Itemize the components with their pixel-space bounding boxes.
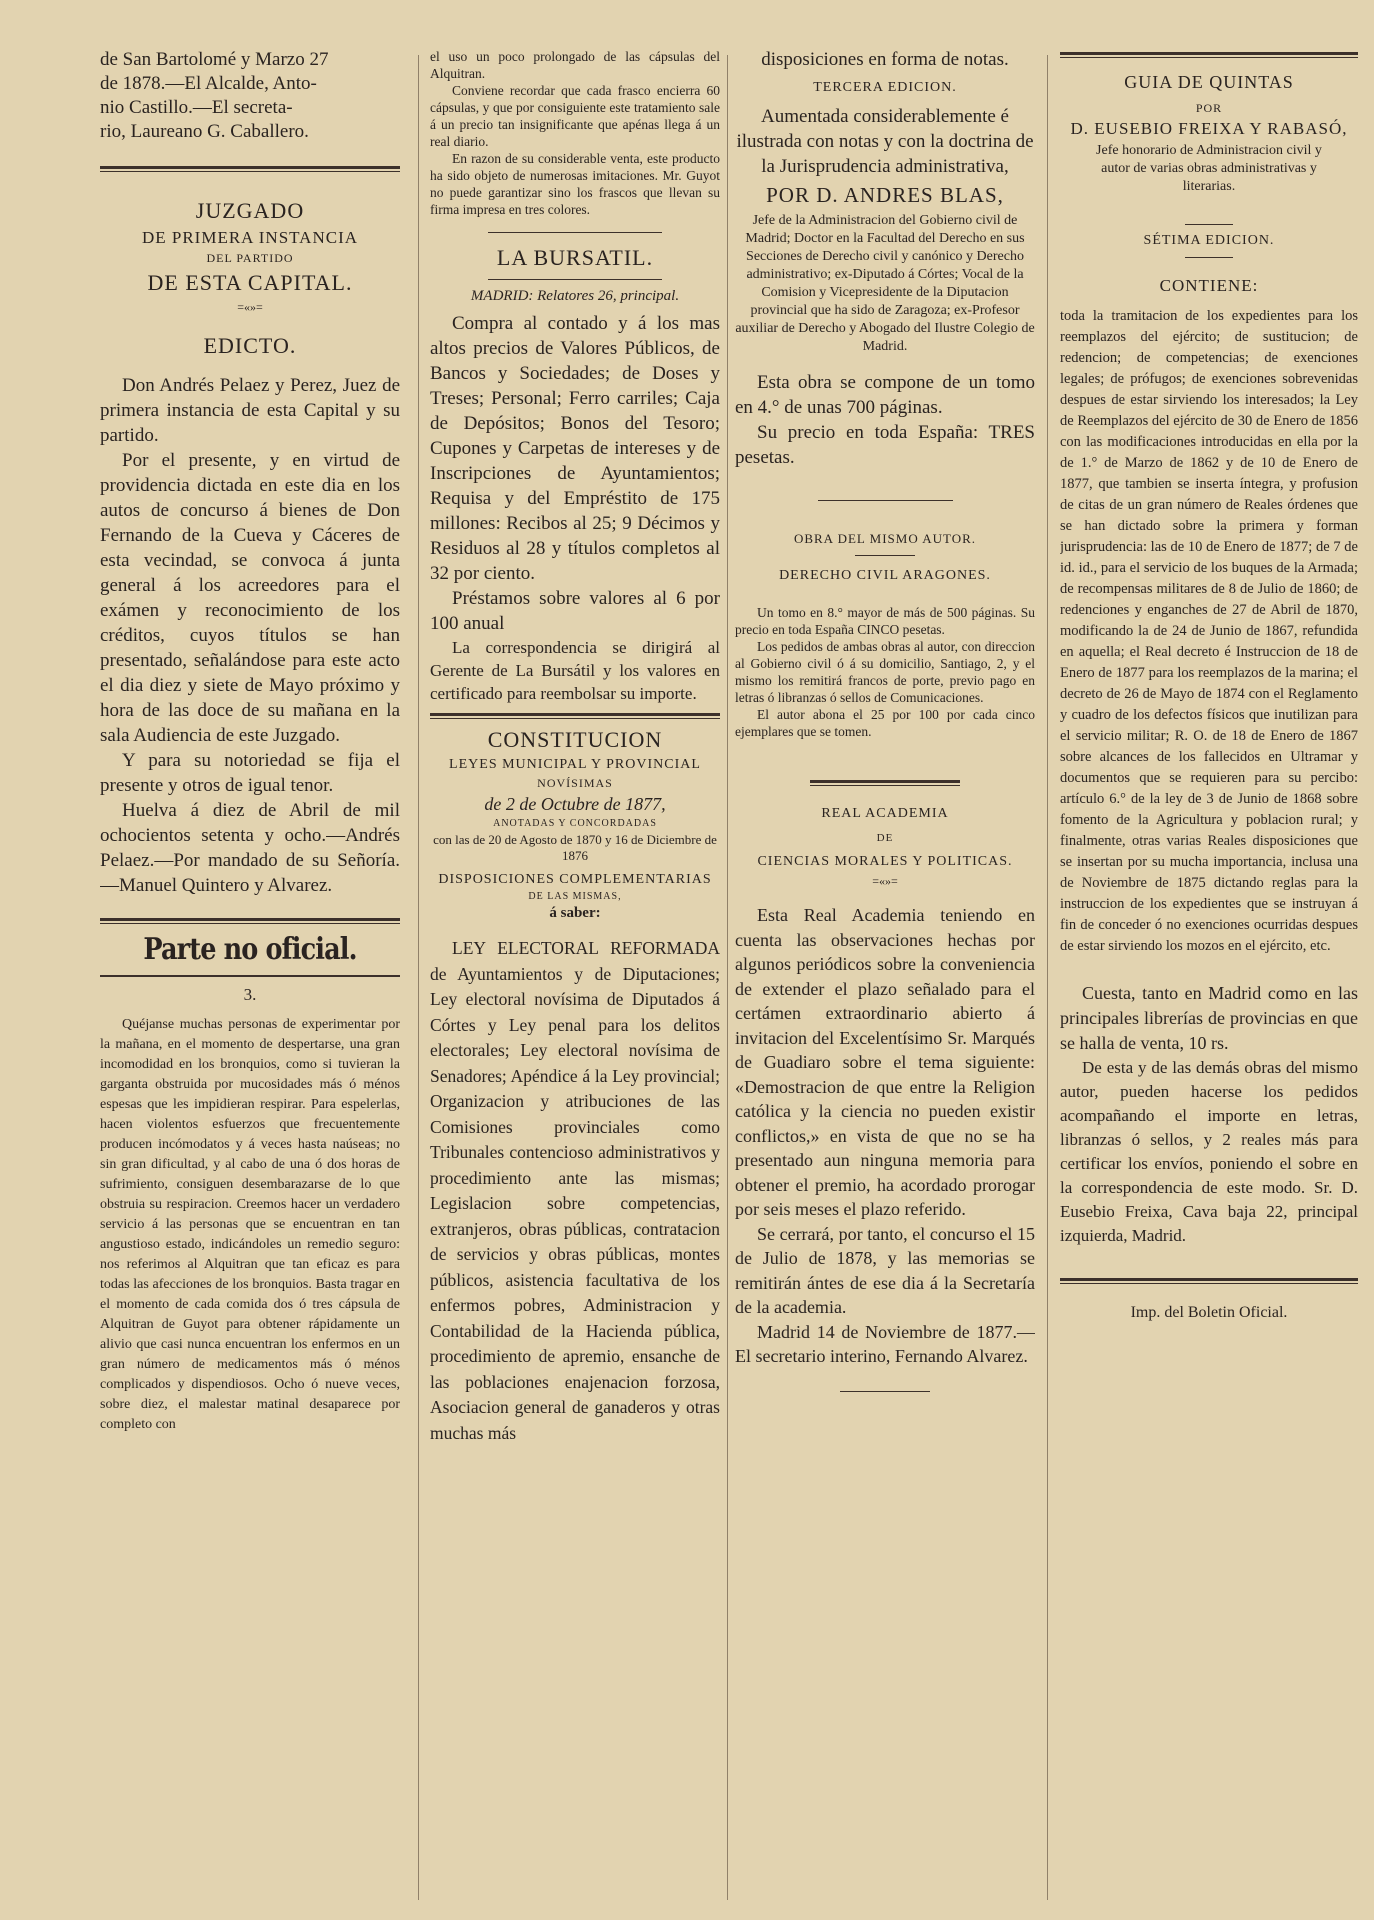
guia-venta-paragraph: De esta y de las demás obras del mismo autor, pueden hacerse los pedidos acompañando el importe en letras, libranzas ó sellos, y 2 reales más para certificar los envíos, poniendo el sobre en la correspondencia de este modo. Sr. D. Eusebio Freixa, Cava baja 22, principal izquierda, Madrid. xyxy=(1060,1058,1358,1245)
divider xyxy=(1060,1278,1358,1284)
divider xyxy=(840,1391,930,1392)
imprenta-label: Imp. del Boletin Oficial. xyxy=(1130,1304,1288,1321)
guia-venta-paragraph: Cuesta, tanto en Madrid como en las principales librerías de provincias en que se halla de venta, 10 rs. xyxy=(1060,983,1358,1053)
academia-paragraph: Se cerrará, por tanto, el concurso el 15 de Julio de 1878, y las memorias se remitirán ántes de ese dia á la Secretaría de la academia. xyxy=(735,1223,1035,1317)
obra-paragraph: Su precio en toda España: TRES pesetas. xyxy=(735,422,1035,468)
text-paragraph: el uso un poco prolongado de las cápsulas del Alquitran. xyxy=(430,49,720,81)
text-line: nio Castillo.—El secreta- xyxy=(100,97,293,118)
edicto-paragraph: Por el presente, y en virtud de providencia dictada en este dia en los autos de concurso á bienes de Don Fernando de la Cueva y Cáceres de esta vecindad, se convoca á junta general á los acreedores para el exámen y reconocimiento de los créditos, cuyos títulos se han presentado, señalándose para este acto el dia diez y siete de Mayo próximo y hora de las doce de su mañana en la sala Audiencia de este Juzgado. xyxy=(100,450,400,746)
aumentada-text: Aumentada considerablemente é ilustrada con notas y con la doctrina de la Jurisprudencia administrativa, xyxy=(736,106,1034,177)
juzgado-title: JUZGADO xyxy=(195,198,305,223)
divider xyxy=(855,555,915,556)
text-line: de 1878.—El Alcalde, Anto- xyxy=(100,73,317,94)
divider xyxy=(1060,52,1358,58)
constitucion-subtitle: LEYES MUNICIPAL Y PROVINCIAL xyxy=(449,757,701,772)
column-3 xyxy=(735,48,1035,1900)
bursatil-title: LA BURSATIL. xyxy=(496,245,654,270)
mismo-autor: OBRA DEL MISMO AUTOR. xyxy=(793,531,977,546)
academia-paragraph: Esta Real Academia teniendo en cuenta las observaciones hechas por algunos periódicos sobre la conveniencia de extender el plazo señalado para el certámen extraordinario abierto á invitacion del Excelentísimo Sr. Marqués de Guadiaro sobre el tema siguiente: «Demostracion de que entre la Religion católica y la ciencia no pueden existir conflictos,» en vista de que no se ha presentado aun ninguna memoria para obtener el premio, ha acordado prorogar por seis meses el plazo referido. xyxy=(735,905,1035,1219)
academia-title: DE xyxy=(876,832,894,844)
ornament: =«»= xyxy=(237,300,263,314)
academia-title: REAL ACADEMIA xyxy=(821,806,949,821)
guia-author-desc: Jefe honorario de Administracion civil y autor de varias obras administrativas y literarias. xyxy=(1096,143,1322,194)
top-lines xyxy=(100,48,400,144)
column-1 xyxy=(100,48,400,1900)
divider xyxy=(430,713,720,719)
juzgado-subtitle: DE PRIMERA INSTANCIA xyxy=(141,228,359,247)
parte-text: Quéjanse muchas personas de experimentar por la mañana, en el momento de despertarse, una gran incomodidad en los bronquios, como si tuvieran la garganta obstruida por mucosidades más ó ménos espesas que les impidieran respirar. Para espelerlas, hacen violentos esfuerzos que frecuentemente producen incómodatos y á veces hasta naúseas; no sin gran dificultad, y al cabo de una ó dos horas de sufrimiento, consiguen desembarazarse de lo que obstruia su respiracion. Creemos hacer un verdadero servicio á las personas que se encuentran en tan angustioso estado, indicándoles un remedio seguro: nos referimos al Alquitran que tan eficaz es para todas las afecciones de los bronquios. Basta tragar en el momento de cada comida dos ó tres cápsula de Alquitran de Guyot para obtener rápidamente un alivio que casi nunca encuentran los enfermos en un gran número de medicamentos más ó ménos complicados y dispendiosos. Ocho ó nueve veces, sobre diez, el malestar matinal desaparece por completo con xyxy=(100,1017,400,1432)
divider xyxy=(488,232,662,233)
divider xyxy=(818,500,953,501)
guia-contiene: CONTIENE: xyxy=(1159,276,1259,295)
derecho-paragraph: Un tomo en 8.° mayor de más de 500 páginas. Su precio en toda España CINCO pesetas. xyxy=(735,605,1035,637)
divider xyxy=(1185,257,1233,258)
divider xyxy=(488,279,662,280)
derecho-paragraph: Los pedidos de ambas obras al autor, con direccion al Gobierno civil ó á su domicilio, Santiago, 2, y el mismo los remitirá francos de porte, previo pago en letras ó libranzas ó sellos de Comunicaciones. xyxy=(735,639,1035,705)
derecho-title: DERECHO CIVIL ARAGONES. xyxy=(779,568,991,583)
academia-title: CIENCIAS MORALES Y POLITICAS. xyxy=(757,854,1013,869)
guia-por: POR xyxy=(1195,101,1223,115)
academia-paragraph: Madrid 14 de Noviembre de 1877.—El secretario interino, Fernando Alvarez. xyxy=(735,1321,1035,1366)
guia-contiene-text: toda la tramitacion de los expedientes para los reemplazos del ejército; de sustitucion; de redencion; de competencias; de exenciones legales; de prófugos; de exenciones sobrevenidas despues de estar sirviendo los interesados; la Ley de Reemplazos del ejército de 30 de Enero de 1856 con las modificaciones introducidas en ella por la de 1.° de Marzo de 1862 y de 10 de Enero de 1877, que tambien se inserta íntegra, y profusion de citas de un gran número de Reales órdenes que se han dictado sobre la primera y forman jurisprudencia: las de 10 de Enero de 1877; de 7 de id. id., para el servicio de los buques de la Armada; de recompensas militares de 8 de Julio de 1860; de redenciones y enganches de 27 de Abril de 1870, modificando la de 24 de Junio de 1867, refundida en aquella; el Real decreto é Instruccion de 18 de Enero de 1877 para los reemplazos de la marina; el decreto de 26 de Mayo de 1874 con el Reglamento y cuadro de los defectos físicos que inutilizan para el servicio militar; R. O. de 18 de Enero de 1867 sobre alcances de los fallecidos en Ultramar y documentos que se requieren para su percibo: artículo 6.° de la ley de 3 de Junio de 1868 sobre fomento de la Agricultura y poblacion rural; y finalmente, otras varias Reales disposiciones que se insertan por su mucha importancia, inclusa una de Noviembre de 1875 dictando reglas para la instruccion de los expedientes que se instruyan á fin de conceder ó no exenciones ocurridas despues de estar sirviendo los mozos en el ejército, etc. xyxy=(1060,308,1358,954)
watermark-stamp xyxy=(1166,1830,1346,1900)
bursatil-paragraph: Préstamos sobre valores al 6 por 100 anual xyxy=(430,588,720,634)
edicto-title: EDICTO. xyxy=(203,333,297,358)
edicion-label: TERCERA EDICION. xyxy=(813,80,957,95)
constitucion-subtitle: ANOTADAS Y CONCORDADAS xyxy=(493,818,657,829)
parte-title: Parte no oficial. xyxy=(143,932,357,967)
divider xyxy=(100,166,400,172)
guia-edicion: SÉTIMA EDICION. xyxy=(1143,233,1275,248)
constitucion-date: de 2 de Octubre de 1877, xyxy=(484,794,666,814)
ornament: =«»= xyxy=(872,874,898,888)
constitucion-subtitle: DISPOSICIONES COMPLEMENTARIAS xyxy=(438,872,712,887)
parte-number: 3. xyxy=(243,985,257,1004)
constitucion-subtitle: DE LAS MISMAS, xyxy=(528,891,622,902)
divider xyxy=(1185,224,1233,225)
edicto-paragraph: Don Andrés Pelaez y Perez, Juez de primera instancia de esta Capital y su partido. xyxy=(100,375,400,446)
column-2 xyxy=(430,48,720,1900)
juzgado-capital: DE ESTA CAPITAL. xyxy=(147,270,353,295)
divider xyxy=(100,975,400,977)
autor-description: Jefe de la Administracion del Gobierno civil de Madrid; Doctor en la Facultad del Derecho en sus Secciones de Derecho civil y canónico y Derecho administrativo; ex-Diputado á Córtes; Vocal de la Comision y Vicepresidente de la Diputacion provincial que ha sido de Zaragoza; ex-Profesor auxiliar de Derecho y Abogado del Ilustre Colegio de Madrid. xyxy=(735,213,1035,354)
text-paragraph: Conviene recordar que cada frasco encierra 60 cápsulas, y que por consiguiente este tratamiento sale á un precio tan insignificante que apénas llega á un real diario. xyxy=(430,83,720,149)
juzgado-partido: DEL PARTIDO xyxy=(206,251,294,265)
constitucion-text: LEY ELECTORAL REFORMADA de Ayuntamientos y de Diputaciones; Ley electoral novísima de Diputados á Córtes y Ley penal para los delitos electorales; Ley electoral novísima de Senadores; Apéndice á la Ley provincial; Organizacion y atribuciones de las Comisiones provinciales como Tribunales contencioso administrativos y procedimiento ante las mismas; Legislacion sobre competencias, extranjeros, obras públicas, contratacion de servicios y obras públicas, montes públicos, asistencia facultativa de los enfermos pobres, Administracion y Contabilidad de la Hacienda pública, procedimiento de apremio, ensanche de las poblaciones enajenacion forzosa, Asociacion general de ganaderos y otras muchas más xyxy=(430,938,720,1443)
text-line: de San Bartolomé y Marzo 27 xyxy=(100,49,329,70)
constitucion-saber: á saber: xyxy=(549,905,601,921)
guia-author: D. EUSEBIO FREIXA Y RABASÓ, xyxy=(1070,119,1348,138)
edicto-paragraph: Y para su notoriedad se fija el presente y otros de igual tenor. xyxy=(100,750,400,796)
text-line: rio, Laureano G. Caballero. xyxy=(100,121,309,142)
edicto-paragraph: Huelva á diez de Abril de mil ochocientos setenta y ocho.—Andrés Pelaez.—Por mandado de su Señoría.—Manuel Quintero y Alvarez. xyxy=(100,800,400,896)
text-line: disposiciones en forma de notas. xyxy=(761,49,1009,70)
constitucion-subtitle: NOVÍSIMAS xyxy=(537,776,613,790)
divider xyxy=(100,918,400,924)
autor-name: POR D. ANDRES BLAS, xyxy=(766,183,1004,207)
guia-title: GUIA DE QUINTAS xyxy=(1124,72,1294,92)
text-paragraph: En razon de su considerable venta, este producto ha sido objeto de numerosas imitaciones. Mr. Guyot no puede garantizar sino los frascos que llevan su firma impresa en tres colores. xyxy=(430,151,720,217)
bursatil-paragraph: Compra al contado y á los mas altos precios de Valores Públicos, de Bancos y Sociedades; de Doses y Treses; Personal; Ferro carriles; Caja de Depósitos; Bonos del Tesoro; Cupones y Carpetas de intereses y de Inscripciones de Ayuntamientos; Requisa y del Empréstito de 175 millones: Recibos al 25; 9 Décimos y Residuos al 28 y títulos completos al 32 por ciento. xyxy=(430,313,720,584)
derecho-paragraph: El autor abona el 25 por 100 por cada cinco ejemplares que se tomen. xyxy=(735,707,1035,739)
constitucion-title: CONSTITUCION xyxy=(487,727,663,752)
divider xyxy=(810,780,960,786)
bursatil-address: MADRID: Relatores 26, principal. xyxy=(470,288,680,304)
constitucion-subtitle: con las de 20 de Agosto de 1870 y 16 de Diciembre de 1876 xyxy=(433,832,717,863)
obra-paragraph: Esta obra se compone de un tomo en 4.° de unas 700 páginas. xyxy=(735,372,1035,418)
bursatil-paragraph: La correspondencia se dirigirá al Gerente de La Bursátil y los valores en certificado para reembolsar su importe. xyxy=(430,638,720,703)
column-4 xyxy=(1060,48,1358,1900)
